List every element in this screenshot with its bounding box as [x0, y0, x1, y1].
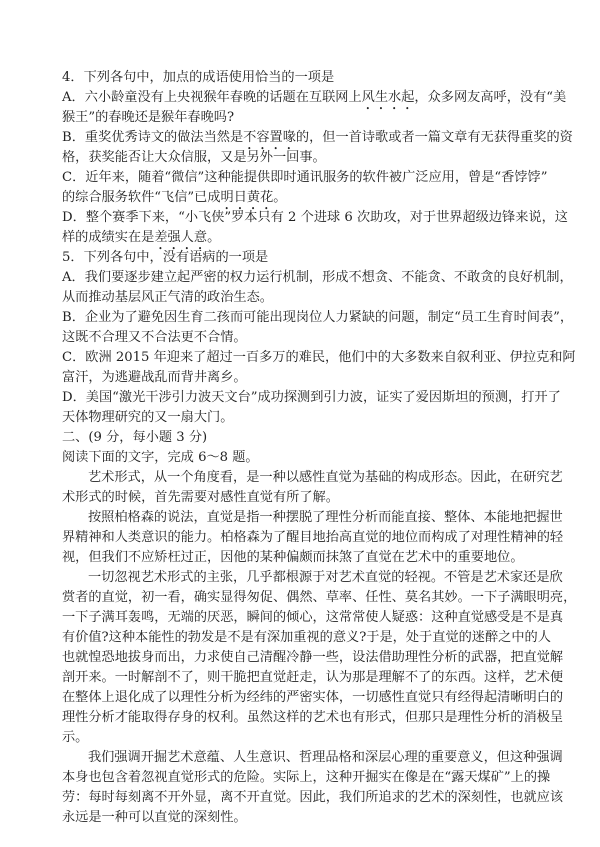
section-heading: 二、(9 分，每小题 3 分) [62, 430, 208, 445]
question-5-stem: 5．下列各句中，没有语病的一项是 [62, 250, 269, 265]
article-paragraph-3-line-7: 在整体上退化成了以理性分析为经纬的严密实体，一切感性直觉只有经得起清晰明白的 [62, 690, 564, 705]
question-5-option-d-line-2: 天体物理研究的又一扇大门。 [62, 410, 234, 425]
article-paragraph-3-line-1: 一切忽视艺术形式的主张，几乎都根源于对艺术直觉的轻视。不管是艺术家还是欣 [88, 570, 563, 585]
question-4-option-b-line-2: 格，获奖能否让大众信服，又是另外一回事。 [62, 150, 326, 165]
question-5-option-b-line-1: B．企业为了避免因生育二孩而可能出现岗位人力紧缺的问题，制定“员工生育时间表”， [62, 310, 574, 325]
question-5-option-a-line-2: 从而推动基层风正气清的政治生态。 [62, 290, 273, 305]
question-4-option-a-line-2: 猴王”的春晚还是猴年春晚吗? [62, 110, 235, 125]
question-4-option-d-line-2: 样的成绩实在是差强人意。 [62, 230, 221, 245]
question-5-option-c-line-2: 富汗，为逃避战乱而背井离乡。 [62, 370, 247, 385]
question-4-option-a-line-1: A．六小龄童没有上央视猴年春晚的话题在互联网上风生水起，众多网友高呼，没有“美 [62, 90, 567, 105]
section-instruction: 阅读下面的文字，完成 6～8 题。 [62, 450, 259, 465]
question-4-option-c-line-2: 的综合服务软件“飞信”已成明日黄花。 [62, 190, 287, 205]
dotted-idiom: 差强人意 [154, 230, 208, 245]
article-paragraph-2-line-3: 视，但我们不应矫枉过正，因他的某种偏颇而抹煞了直觉在艺术中的重要地位。 [62, 550, 524, 565]
article-paragraph-3-line-2: 赏者的直觉，初一看，确实显得匆促、偶然、草率、任性、莫名其妙。一下子满眼明亮， [62, 590, 577, 605]
question-4-option-c-line-1: C．近年来，随着“微信”这种能提供即时通讯服务的软件被广泛应用，曾是“香饽饽” [62, 170, 548, 185]
dotted-idiom: 风生水起 [361, 90, 415, 105]
article-paragraph-3-line-3: 一下子满耳轰鸣，无端的厌恶，瞬间的倾心，这常常使人疑惑：这种直觉感受是不是真 [62, 610, 564, 625]
article-paragraph-1-line-2: 术形式的时候，首先需要对感性直觉有所了解。 [62, 490, 339, 505]
dotted-idiom: 不容置喙 [243, 130, 296, 145]
article-paragraph-4-line-1: 我们强调开掘艺术意蕴、人生意识、哲理品格和深层心理的重要意义，但这种强调 [88, 750, 563, 765]
question-4-option-d-line-1: D．整个赛季下来，“小飞侠”罗本只有 2 个进球 6 次助攻，对于世界超级边锋来说，这 [62, 210, 568, 225]
article-paragraph-3-line-6: 剖开来。一时解剖不了，则干脆把直觉赶走，认为那是理解不了的东西。这样，艺术便 [62, 670, 564, 685]
article-paragraph-3-line-5: 也就惶恐地拔身而出，力求使自己清醒冷静一些，设法借助理性分析的武器，把直觉解 [62, 650, 564, 665]
exam-page [62, 68, 577, 828]
question-5-option-c-line-1: C．欧洲 2015 年迎来了超过一百多万的难民，他们中的大多数来自叙利亚、伊拉克和阿 [62, 350, 576, 365]
article-paragraph-3-line-9: 示。 [62, 730, 89, 745]
article-paragraph-3-line-4: 有价值?这种本能性的勃发是不是有深加重视的意义?于是，处于直觉的迷醉之中的人 [62, 630, 551, 645]
question-5-option-b-line-2: 这既不合理又不合法更不合情。 [62, 330, 247, 345]
question-5-option-a-line-1: A．我们要逐步建立起严密的权力运行机制，形成不想贪、不能贪、不敢贪的良好机制， [62, 270, 573, 285]
article-paragraph-3-line-8: 理性分析才能取得存身的权利。虽然这样的艺术也有形式，但那只是理性分析的消极呈 [62, 710, 564, 725]
question-4-stem: 4．下列各句中，加点的成语使用恰当的一项是 [62, 70, 335, 85]
question-4-option-b-line-1: B．重奖优秀诗文的做法当然是不容置喙的，但一首诗歌或者一篇文章有无获得重奖的资 [62, 130, 573, 145]
article-paragraph-1-line-1: 艺术形式，从一个角度看，是一种以感性直觉为基础的构成形态。因此，在研究艺 [88, 470, 563, 485]
article-paragraph-2-line-1: 按照柏格森的说法，直觉是指一种摆脱了理性分析而能直接、整体、本能地把握世 [88, 510, 563, 525]
question-5-option-d-line-1: D．美国“激光干涉引力波天文台”成功探测到引力波，证实了爱因斯坦的预测，打开了 [62, 390, 561, 405]
article-paragraph-4-line-3: 劳：每时每刻离不开外显，离不开直觉。因此，我们所追求的艺术的深刻性，也就应该 [62, 790, 564, 805]
article-paragraph-2-line-2: 界精神和人类意识的能力。柏格森为了醒目地抬高直觉的地位而构成了对理性精神的轻 [62, 530, 564, 545]
dotted-idiom: 明日黄花 [220, 190, 274, 205]
article-paragraph-4-line-2: 本身也包含着忽视直觉形式的危险。实际上，这种开掘实在像是在“露天煤矿”上的操 [62, 770, 551, 785]
article-paragraph-4-line-4: 永远是一种可以直觉的深刻性。 [62, 810, 247, 825]
